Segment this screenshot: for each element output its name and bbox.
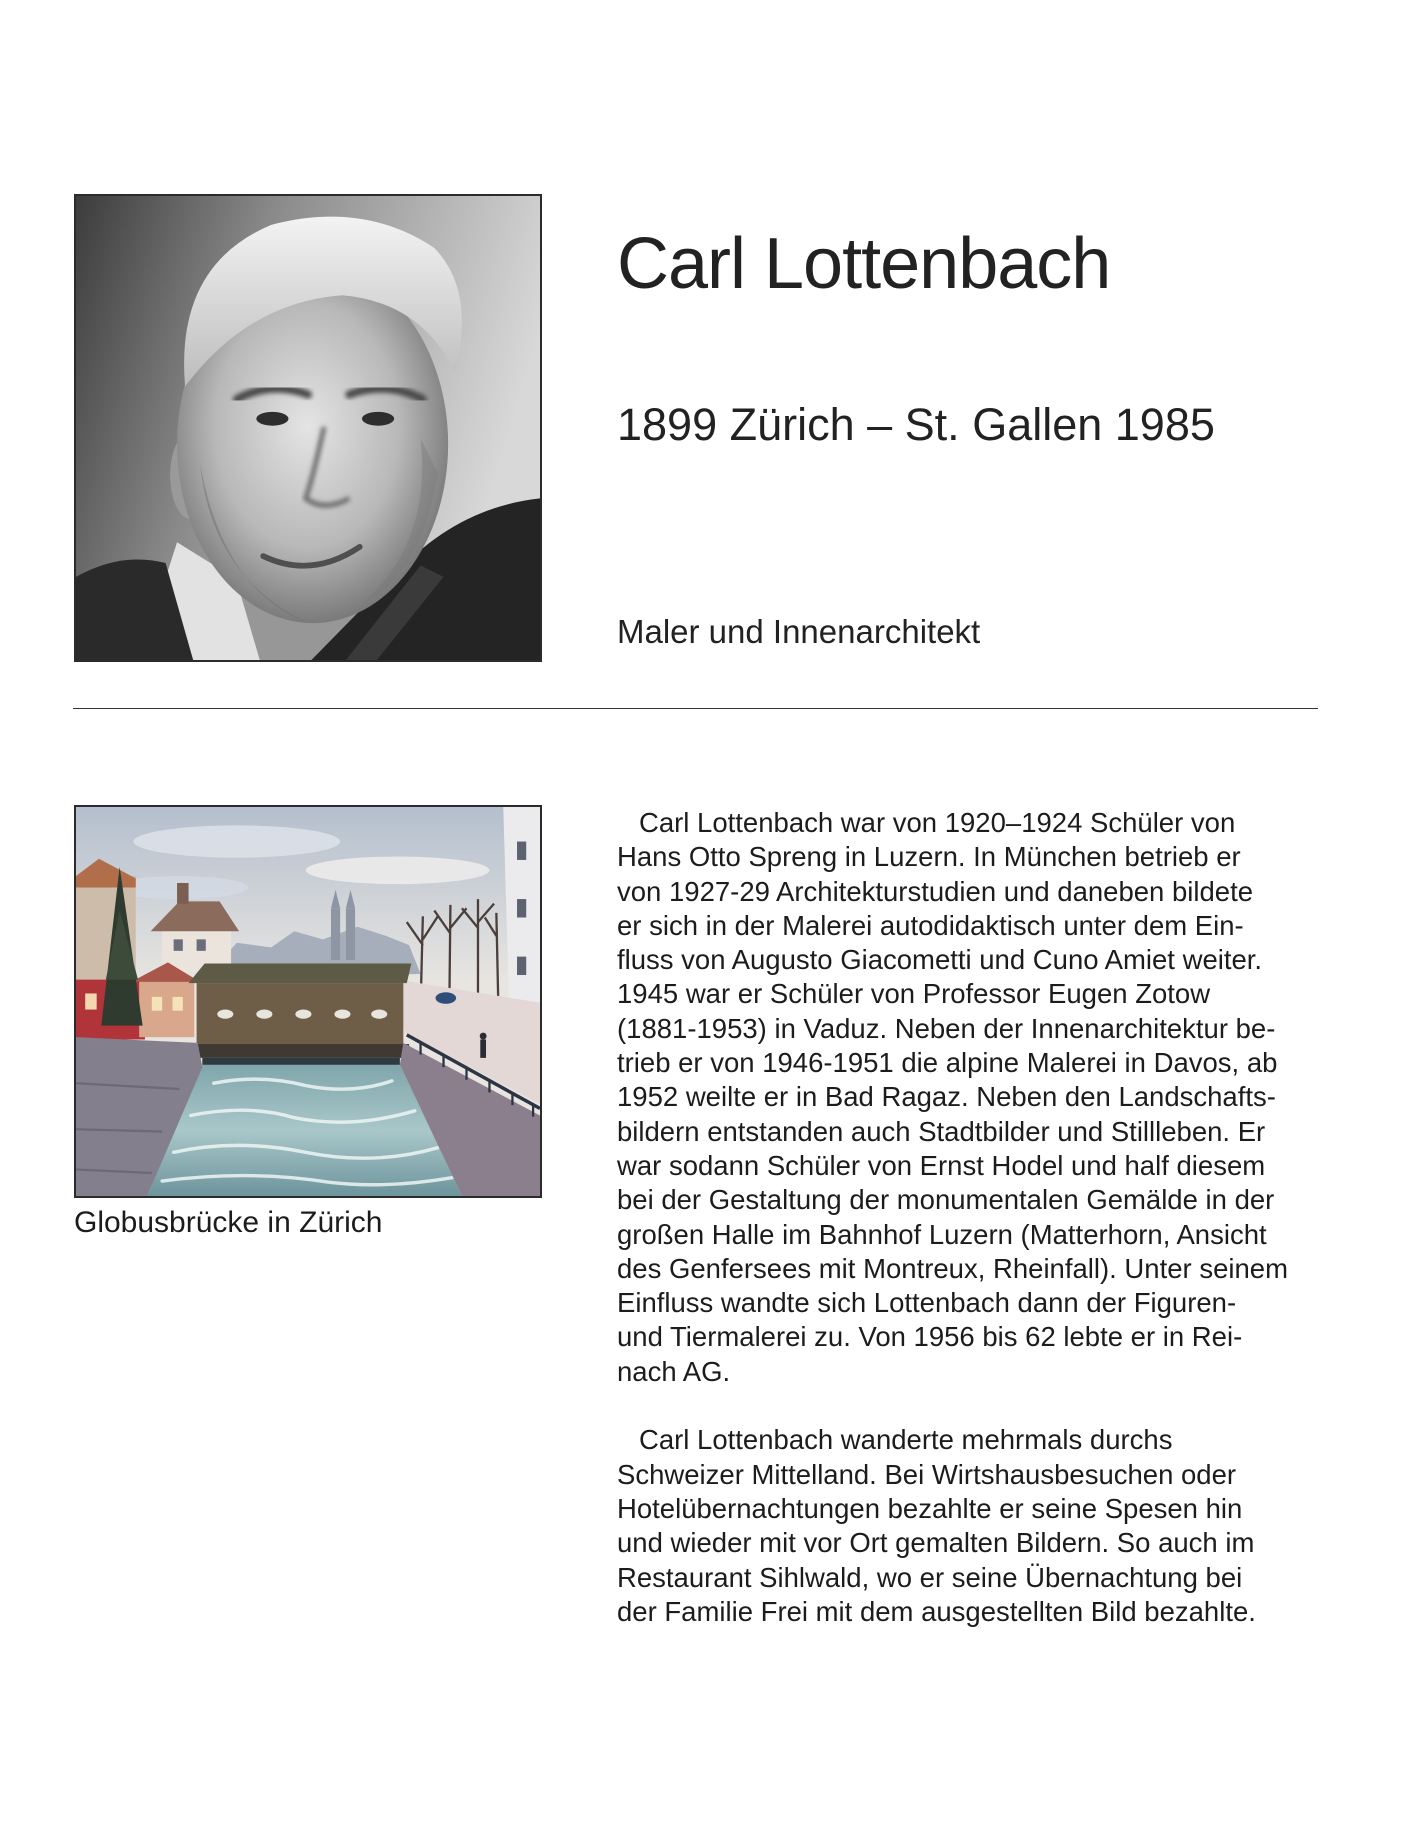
biography-line: Hans Otto Spreng in Luzern. In München betrieb er bbox=[617, 841, 1241, 873]
biography-line: Schweizer Mittelland. Bei Wirtshausbesuchen oder bbox=[617, 1458, 1237, 1490]
biography-paragraph bbox=[617, 806, 1377, 1389]
portrait-image bbox=[76, 196, 540, 660]
divider bbox=[73, 708, 1318, 709]
biography-line: Restaurant Sihlwald, wo er seine Übernachtung bei bbox=[617, 1561, 1243, 1593]
biography-line: Carl Lottenbach war von 1920–1924 Schüler von bbox=[639, 807, 1236, 838]
life-dates: 1899 Zürich – St. Gallen 1985 bbox=[617, 399, 1215, 450]
biography-line: großen Halle im Bahnhof Luzern (Matterhorn, Ansicht bbox=[617, 1218, 1267, 1250]
biography-line: bei der Gestaltung der monumentalen Gemälde in der bbox=[617, 1184, 1275, 1216]
biography-line: nach AG. bbox=[617, 1355, 731, 1387]
biography-line: 1952 weilte er in Bad Ragaz. Neben den Landschafts- bbox=[617, 1081, 1276, 1113]
biography-line: des Genfersees mit Montreux, Rheinfall). Unter seinem bbox=[617, 1252, 1288, 1284]
biography-line: Hotelübernachtungen bezahlte er seine Spesen hin bbox=[617, 1492, 1243, 1524]
painting-globusbruecke bbox=[76, 807, 540, 1196]
biography bbox=[617, 806, 1377, 1629]
biography-line: er sich in der Malerei autodidaktisch unter dem Ein- bbox=[617, 909, 1244, 941]
page-title: Carl Lottenbach bbox=[617, 224, 1111, 304]
biography-line: Carl Lottenbach wanderte mehrmals durchs bbox=[639, 1424, 1173, 1456]
portrait-photo bbox=[74, 194, 542, 662]
biography-line: von 1927-29 Architekturstudien und daneben bildete bbox=[617, 875, 1254, 907]
biography-line: (1881-1953) in Vaduz. Neben der Innenarchitektur be- bbox=[617, 1012, 1276, 1044]
biography-paragraph bbox=[617, 1423, 1377, 1629]
painting-image bbox=[74, 805, 542, 1198]
biography-line: fluss von Augusto Giacometti und Cuno Amiet weiter. bbox=[617, 944, 1263, 976]
biography-line: Einfluss wandte sich Lottenbach dann der Figuren- bbox=[617, 1287, 1237, 1319]
biography-line: bildern entstanden auch Stadtbilder und Stillleben. Er bbox=[617, 1115, 1266, 1147]
biography-line: war sodann Schüler von Ernst Hodel und half diesem bbox=[617, 1149, 1266, 1181]
biography-line: und wieder mit vor Ort gemalten Bildern. So auch im bbox=[617, 1527, 1255, 1559]
biography-line: trieb er von 1946-1951 die alpine Malerei in Davos, ab bbox=[617, 1047, 1278, 1079]
biography-line: und Tiermalerei zu. Von 1956 bis 62 lebte er in Rei- bbox=[617, 1321, 1243, 1353]
biography-line: der Familie Frei mit dem ausgestellten Bild bezahlte. bbox=[617, 1595, 1256, 1627]
painting-caption: Globusbrücke in Zürich bbox=[74, 1206, 383, 1239]
biography-line: 1945 war er Schüler von Professor Eugen Zotow bbox=[617, 978, 1211, 1010]
profession: Maler und Innenarchitekt bbox=[617, 613, 981, 650]
